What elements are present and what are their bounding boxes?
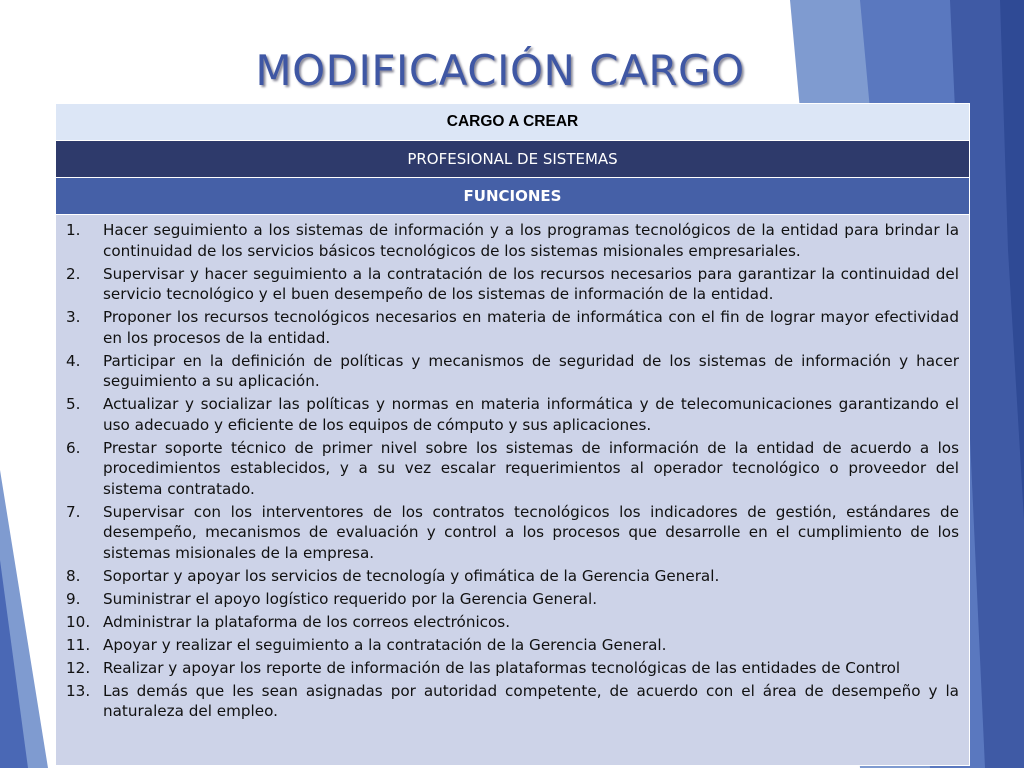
list-item-text: Supervisar con los interventores de los contratos tecnológicos los indicadores de gestión, estándares de desempeño, mecanismos de evaluación y control a los procesos que desarrolle en el cumplimiento de los sistemas misionales de la empresa. xyxy=(103,502,959,562)
list-item xyxy=(66,658,959,679)
list-item-text: Participar en la definición de políticas y mecanismos de seguridad de los sistemas de información y hacer seguimiento a su aplicación. xyxy=(103,351,959,390)
list-item-number: 7. xyxy=(66,502,81,521)
list-item xyxy=(66,612,959,633)
list-item xyxy=(66,264,959,305)
list-item xyxy=(66,635,959,656)
list-item-text: Soportar y apoyar los servicios de tecnología y ofimática de la Gerencia General. xyxy=(103,566,720,585)
list-item-number: 2. xyxy=(66,264,81,283)
list-item-number: 4. xyxy=(66,351,81,370)
funciones-list xyxy=(66,220,959,722)
list-item xyxy=(66,438,959,500)
cargo-table xyxy=(55,103,970,766)
list-item-text: Realizar y apoyar los reporte de información de las plataformas tecnológicas de las entidades de Control xyxy=(103,658,901,677)
list-item-text: Prestar soporte técnico de primer nivel sobre los sistemas de información de la entidad de acuerdo a los procedimientos establecidos, y a su vez escalar requerimientos al operador tecnológico o proveedor del sistema contratado. xyxy=(103,438,959,498)
table-header-cargo-a-crear: CARGO A CREAR xyxy=(56,104,969,141)
funciones-header: FUNCIONES xyxy=(56,178,969,215)
list-item-text: Suministrar el apoyo logístico requerido por la Gerencia General. xyxy=(103,589,598,608)
list-item xyxy=(66,681,959,722)
list-item-text: Proponer los recursos tecnológicos necesarios en materia de informática con el fin de lograr mayor efectividad en los procesos de la entidad. xyxy=(103,308,959,347)
list-item-number: 5. xyxy=(66,395,81,413)
list-item-text: Administrar la plataforma de los correos electrónicos. xyxy=(103,612,511,631)
list-item xyxy=(66,307,959,348)
list-item xyxy=(66,566,959,587)
list-item-text: Las demás que les sean asignadas por autoridad competente, de acuerdo con el área de desempeño y la naturaleza del empleo. xyxy=(103,681,959,720)
list-item xyxy=(66,502,959,564)
list-item-number: 9. xyxy=(66,589,81,608)
list-item-text: Hacer seguimiento a los sistemas de información y a los programas tecnológicos de la entidad para brindar la continuidad de los servicios básicos tecnológicos de los sistemas misionales empresariales. xyxy=(103,221,959,260)
list-item-number: 13. xyxy=(66,681,91,700)
list-item-number: 12. xyxy=(66,658,91,677)
list-item xyxy=(66,220,959,261)
cargo-name-row: PROFESIONAL DE SISTEMAS xyxy=(56,141,969,178)
list-item-number: 10. xyxy=(66,612,91,631)
list-item-text: Apoyar y realizar el seguimiento a la contratación de la Gerencia General. xyxy=(103,635,667,654)
list-item xyxy=(66,394,959,435)
list-item-number: 1. xyxy=(66,221,81,239)
list-item-text: Supervisar y hacer seguimiento a la contratación de los recursos necesarios para garantizar la continuidad del servicio tecnológico y el buen desempeño de los sistemas de información de la entidad. xyxy=(103,264,959,303)
list-item-number: 6. xyxy=(66,438,81,457)
list-item xyxy=(66,589,959,610)
list-item xyxy=(66,351,959,392)
list-item-text: Actualizar y socializar las políticas y normas en materia informática y de telecomunicaciones garantizando el uso adecuado y eficiente de los equipos de cómputo y sus aplicaciones. xyxy=(103,395,959,434)
funciones-body xyxy=(56,215,969,765)
list-item-number: 11. xyxy=(66,635,91,654)
slide-title: MODIFICACIÓN CARGO xyxy=(255,46,745,95)
list-item-number: 3. xyxy=(66,308,81,326)
list-item-number: 8. xyxy=(66,566,81,585)
